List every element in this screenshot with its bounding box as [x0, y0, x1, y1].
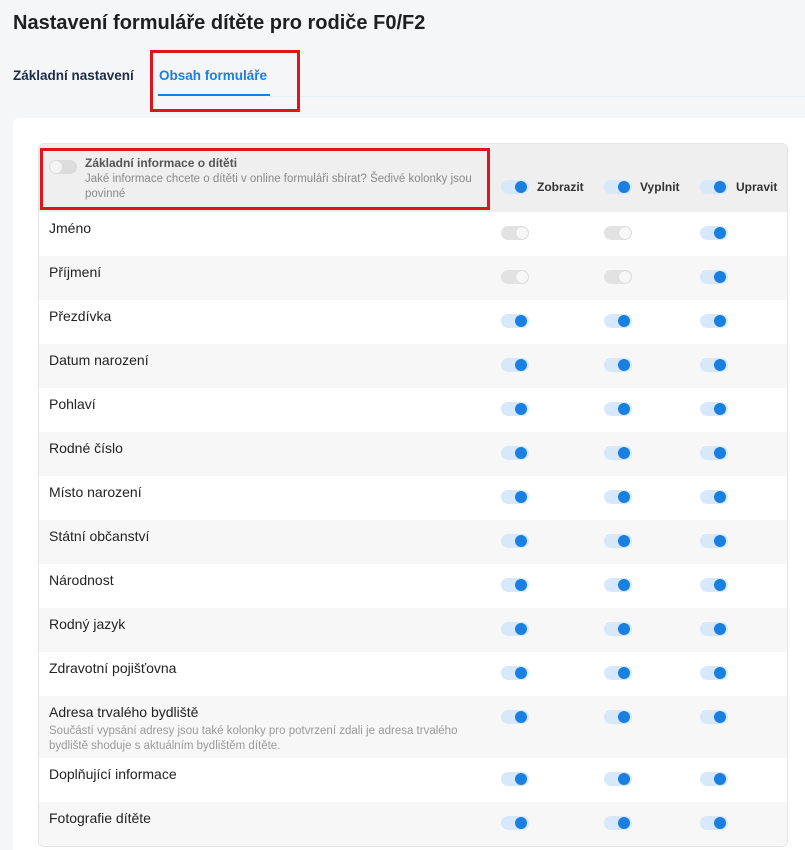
toggle-show[interactable]: [501, 772, 529, 786]
table-row: [39, 802, 787, 846]
toggle-fill[interactable]: [604, 710, 632, 724]
cell-edit: [700, 816, 728, 835]
toggle-edit[interactable]: [700, 622, 728, 636]
section-description: Jaké informace chcete o dítěti v online formuláři sbírat? Šedivé kolonky jsou povinné: [85, 173, 472, 200]
cell-fill: [604, 816, 632, 835]
cell-edit: [700, 446, 728, 465]
table-row: [39, 758, 787, 802]
cell-edit: [700, 270, 728, 289]
cell-fill: [604, 772, 632, 791]
cell-fill: [604, 534, 632, 553]
toggle-edit[interactable]: [700, 772, 728, 786]
toggle-show[interactable]: [501, 534, 529, 548]
cell-show: [501, 622, 529, 641]
toggle-fill[interactable]: [604, 490, 632, 504]
table-row: [39, 696, 787, 758]
toggle-edit[interactable]: [700, 534, 728, 548]
toggle-fill[interactable]: [604, 402, 632, 416]
toggle-fill: [604, 226, 632, 240]
cell-fill: [604, 578, 632, 597]
cell-show: [501, 710, 529, 729]
cell-show: [501, 534, 529, 553]
toggle-show[interactable]: [501, 816, 529, 830]
toggle-show[interactable]: [501, 622, 529, 636]
cell-edit: [700, 534, 728, 553]
tab-divider: [270, 96, 805, 97]
table-row: [39, 212, 787, 256]
field-label: Doplňující informace: [49, 766, 177, 782]
tab-basic-settings[interactable]: Základní nastavení: [13, 68, 134, 83]
column-header-show: [501, 180, 584, 194]
toggle-show: [501, 270, 529, 284]
field-label: Národnost: [49, 572, 114, 588]
cell-edit: [700, 358, 728, 377]
page-title: Nastavení formuláře dítěte pro rodiče F0/F2: [13, 12, 426, 34]
cell-edit: [700, 710, 728, 729]
tab-bar: [0, 48, 805, 98]
field-label: Jméno: [49, 220, 92, 236]
toggle-show[interactable]: [501, 666, 529, 680]
cell-edit: [700, 402, 728, 421]
field-label: Státní občanství: [49, 528, 150, 544]
toggle-edit[interactable]: [700, 578, 728, 592]
field-label: Datum narození: [49, 352, 149, 368]
cell-show: [501, 358, 529, 377]
column-header-edit: [700, 180, 777, 194]
field-label: Pohlaví: [49, 396, 96, 412]
table-row: [39, 520, 787, 564]
table-row: [39, 564, 787, 608]
cell-edit: [700, 490, 728, 509]
toggle-edit[interactable]: [700, 666, 728, 680]
fields-table: [38, 143, 788, 847]
cell-show: [501, 578, 529, 597]
toggle-fill: [604, 270, 632, 284]
table-header: [39, 144, 787, 212]
table-row: [39, 432, 787, 476]
cell-show: [501, 402, 529, 421]
table-row: [39, 652, 787, 696]
toggle-show: [501, 226, 529, 240]
content-card: [13, 118, 805, 850]
cell-fill: [604, 270, 632, 289]
cell-fill: [604, 446, 632, 465]
toggle-show[interactable]: [501, 578, 529, 592]
cell-show: [501, 490, 529, 509]
field-label: Zdravotní pojišťovna: [49, 660, 177, 676]
toggle-show[interactable]: [501, 358, 529, 372]
toggle-fill[interactable]: [604, 446, 632, 460]
cell-show: [501, 666, 529, 685]
table-row: [39, 300, 787, 344]
toggle-fill[interactable]: [604, 622, 632, 636]
cell-fill: [604, 314, 632, 333]
cell-edit: [700, 578, 728, 597]
cell-show: [501, 314, 529, 333]
cell-edit: [700, 226, 728, 245]
cell-show: [501, 446, 529, 465]
toggle-edit[interactable]: [700, 314, 728, 328]
toggle-fill[interactable]: [604, 358, 632, 372]
table-body: [39, 212, 787, 846]
column-label-fill: Vyplnit: [640, 180, 680, 194]
cell-edit: [700, 772, 728, 791]
toggle-edit[interactable]: [700, 490, 728, 504]
cell-show: [501, 772, 529, 791]
cell-fill: [604, 226, 632, 245]
section-title: Základní informace o dítěti: [85, 156, 238, 170]
toggle-edit[interactable]: [700, 816, 728, 830]
toggle-edit[interactable]: [700, 710, 728, 724]
toggle-edit[interactable]: [700, 358, 728, 372]
cell-edit: [700, 666, 728, 685]
column-toggle-fill[interactable]: [604, 180, 632, 194]
column-label-edit: Upravit: [736, 180, 778, 194]
column-toggle-edit[interactable]: [700, 180, 728, 194]
cell-fill: [604, 490, 632, 509]
cell-edit: [700, 314, 728, 333]
toggle-edit[interactable]: [700, 446, 728, 460]
cell-fill: [604, 666, 632, 685]
field-label: Fotografie dítěte: [49, 810, 151, 826]
toggle-fill[interactable]: [604, 772, 632, 786]
table-row: [39, 476, 787, 520]
toggle-fill[interactable]: [604, 314, 632, 328]
field-label: Příjmení: [49, 264, 102, 280]
toggle-show[interactable]: [501, 402, 529, 416]
cell-show: [501, 816, 529, 835]
toggle-fill[interactable]: [604, 666, 632, 680]
table-row: [39, 608, 787, 652]
column-header-fill: [604, 180, 680, 194]
column-toggle-show[interactable]: [501, 180, 529, 194]
column-label-show: Zobrazit: [537, 180, 584, 194]
cell-show: [501, 270, 529, 289]
field-label: Místo narození: [49, 484, 142, 500]
cell-fill: [604, 358, 632, 377]
cell-fill: [604, 710, 632, 729]
toggle-edit[interactable]: [700, 402, 728, 416]
table-row: [39, 344, 787, 388]
field-label: Přezdívka: [49, 308, 112, 324]
toggle-fill[interactable]: [604, 534, 632, 548]
table-row: [39, 256, 787, 300]
field-label: Rodný jazyk: [49, 616, 126, 632]
table-row: [39, 388, 787, 432]
cell-edit: [700, 622, 728, 641]
field-label: Rodné číslo: [49, 440, 123, 456]
field-label: Adresa trvalého bydliště: [49, 704, 199, 720]
toggle-fill[interactable]: [604, 816, 632, 830]
field-note: Součástí vypsání adresy jsou také kolonky pro potvrzení zdali je adresa trvalého bydliště shoduje s aktuálním bydlištěm dítěte.: [49, 725, 458, 752]
cell-fill: [604, 402, 632, 421]
toggle-show[interactable]: [501, 710, 529, 724]
toggle-show[interactable]: [501, 490, 529, 504]
cell-show: [501, 226, 529, 245]
cell-fill: [604, 622, 632, 641]
toggle-show[interactable]: [501, 446, 529, 460]
toggle-show[interactable]: [501, 314, 529, 328]
toggle-edit[interactable]: [700, 226, 728, 240]
active-tab-underline: [158, 94, 270, 96]
toggle-fill[interactable]: [604, 578, 632, 592]
section-toggle[interactable]: [49, 160, 77, 174]
toggle-edit[interactable]: [700, 270, 728, 284]
tab-form-content[interactable]: Obsah formuláře: [159, 68, 268, 83]
